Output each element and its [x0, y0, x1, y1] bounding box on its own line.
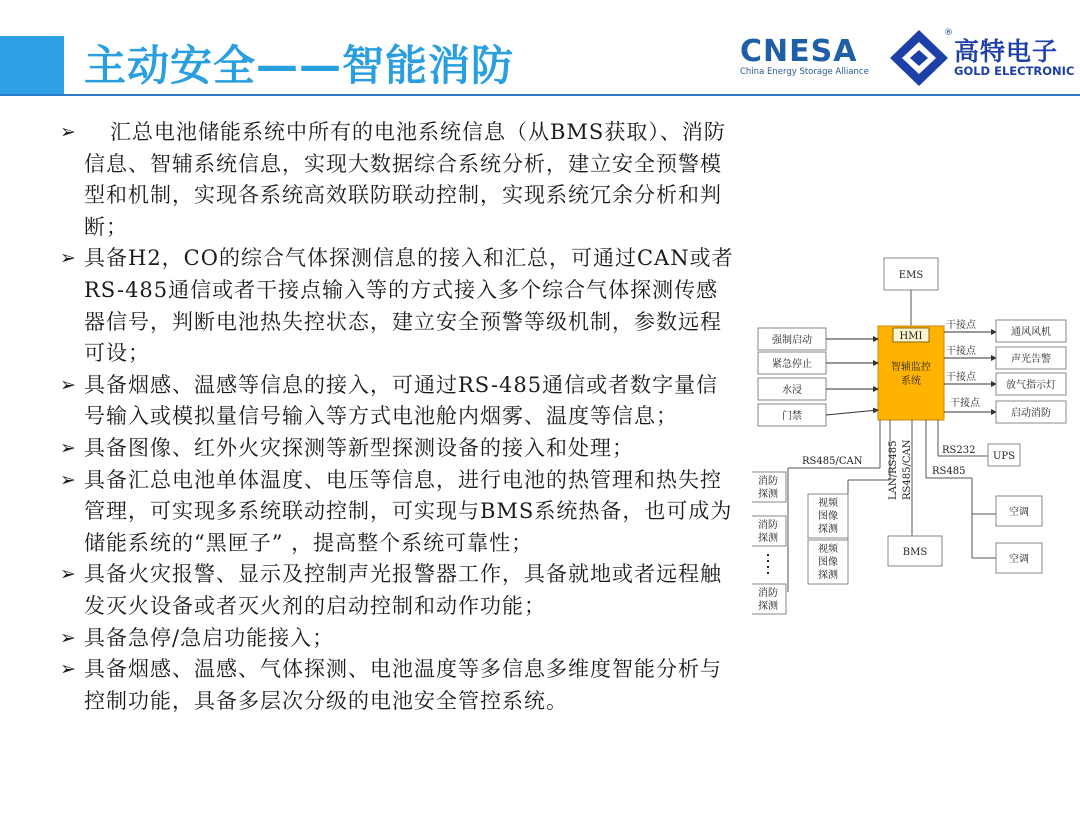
bullet-item	[58, 370, 738, 433]
fire-detector-label: 探测	[758, 489, 778, 500]
output-label: 放气指示灯	[1006, 380, 1056, 391]
bullet-item	[58, 243, 738, 369]
video-detector-label: 探测	[818, 570, 838, 581]
output-label: 通风风机	[1011, 327, 1051, 338]
bullet-item	[58, 623, 738, 655]
bullet-list	[58, 117, 738, 717]
bullet-item	[58, 433, 738, 465]
input-label: 强制启动	[772, 335, 812, 346]
cnesa-logo	[740, 34, 882, 84]
ups-label: UPS	[992, 451, 1016, 462]
gold-logo-cn: 高特电子	[954, 37, 1059, 66]
gold-logo-en: GOLD ELECTRONIC	[954, 64, 1075, 78]
fire-detector-label: 消防	[758, 520, 778, 531]
ems-label: EMS	[898, 270, 924, 281]
cnesa-logo-subtitle: China Energy Storage Alliance	[740, 67, 869, 77]
center-label-line2: 系统	[901, 376, 921, 387]
video-detector-label: 视频	[818, 498, 838, 509]
gold-electronic-logo	[888, 28, 1074, 88]
registered-mark: ®	[944, 28, 953, 38]
video-detector-label: 视频	[818, 544, 838, 555]
output-label: 声光告警	[1011, 354, 1051, 365]
arrow-right-icon: ➢	[60, 626, 77, 649]
fire-control-system-diagram	[752, 250, 1078, 630]
arrow-right-icon: ➢	[60, 658, 77, 681]
bullet-item	[58, 559, 738, 622]
video-detector-label: 图像	[818, 511, 838, 522]
fire-detector-label: 消防	[758, 476, 778, 487]
bullet-text: 具备急停/急启功能接入；	[84, 625, 335, 650]
output-label: 启动消防	[1011, 408, 1051, 419]
bullet-item	[58, 465, 738, 560]
bullet-text: 具备火灾报警、显示及控制声光报警器工作，具备就地或者远程触发灭火设备或者灭火剂的启动控制和动作功能；	[84, 562, 722, 618]
rs232-label: RS232	[942, 445, 976, 456]
rs485-can-vertical-label: RS485/CAN	[902, 439, 913, 500]
bullet-text: 具备烟感、温感、气体探测、电池温度等多信息多维度智能分析与控制功能，具备多层次分级的电池安全管控系统。	[84, 657, 722, 713]
arrow-right-icon: ➢	[60, 436, 77, 459]
arrow-right-icon: ➢	[60, 247, 77, 270]
fire-detector-label: 探测	[758, 601, 778, 612]
dry-contact-label: 干接点	[946, 372, 976, 383]
dry-contact-label: 干接点	[946, 346, 976, 357]
ac-label: 空调	[1009, 554, 1029, 565]
dry-contact-label: 干接点	[946, 320, 976, 331]
arrow-right-icon: ➢	[60, 121, 77, 143]
bullet-item	[58, 117, 738, 243]
page-title: 主动安全——智能消防	[84, 41, 515, 90]
arrow-right-icon: ➢	[60, 468, 77, 491]
rs485-label: RS485	[932, 466, 966, 477]
arrow-right-icon: ➢	[60, 373, 77, 396]
lan-rs485-label: LAN/RS485	[888, 440, 899, 500]
ac-label: 空调	[1009, 507, 1029, 518]
bullet-text: 具备烟感、温感等信息的接入，可通过RS-485通信或者数字量信号输入或模拟量信号输入等方式电池舱内烟雾、温度等信息；	[84, 372, 719, 429]
bms-label: BMS	[902, 547, 928, 558]
input-label: 水浸	[782, 385, 802, 396]
dry-contact-label: 干接点	[950, 398, 980, 409]
fire-detector-label: 探测	[758, 533, 778, 544]
cnesa-logo-text: CNESA	[740, 34, 858, 69]
bullet-item	[58, 654, 738, 717]
input-label: 紧急停止	[772, 359, 812, 370]
fire-detector-label: 消防	[758, 588, 778, 599]
bullet-text: 具备图像、红外火灾探测等新型探测设备的接入和处理；	[84, 435, 634, 460]
gold-diamond-icon	[888, 28, 950, 88]
hmi-label: HMI	[899, 331, 923, 342]
center-label-line1: 智辅监控	[891, 362, 931, 373]
input-label: 门禁	[782, 411, 802, 422]
video-detector-label: 探测	[818, 524, 838, 535]
arrow-right-icon: ➢	[60, 563, 77, 586]
bullet-text: 具备汇总电池单体温度、电压等信息，进行电池的热管理和热失控管理，可实现多系统联动控制，可实现与BMS系统热备，也可成为储能系统的“黑匣子” ，提高整个系统可靠性；	[84, 467, 733, 555]
video-detector-label: 图像	[818, 557, 838, 568]
input-arrow	[826, 410, 878, 415]
rs485-can-label: RS485/CAN	[802, 456, 863, 467]
bullet-text: 汇总电池储能系统中所有的电池系统信息（从BMS获取）、消防信息、智辅系统信息，实现大数据综合系统分析，建立安全预警模型和机制，实现各系统高效联防联动控制，实现系统冗余分析和判断；	[84, 120, 726, 239]
title-accent-block	[0, 36, 64, 94]
bullet-text: 具备H2，CO的综合气体探测信息的接入和汇总，可通过CAN或者RS-485通信或者干接点输入等的方式接入多个综合气体探测传感器信号，判断电池热失控状态，建立安全预警等级机制，参数远程可设；	[84, 246, 734, 366]
